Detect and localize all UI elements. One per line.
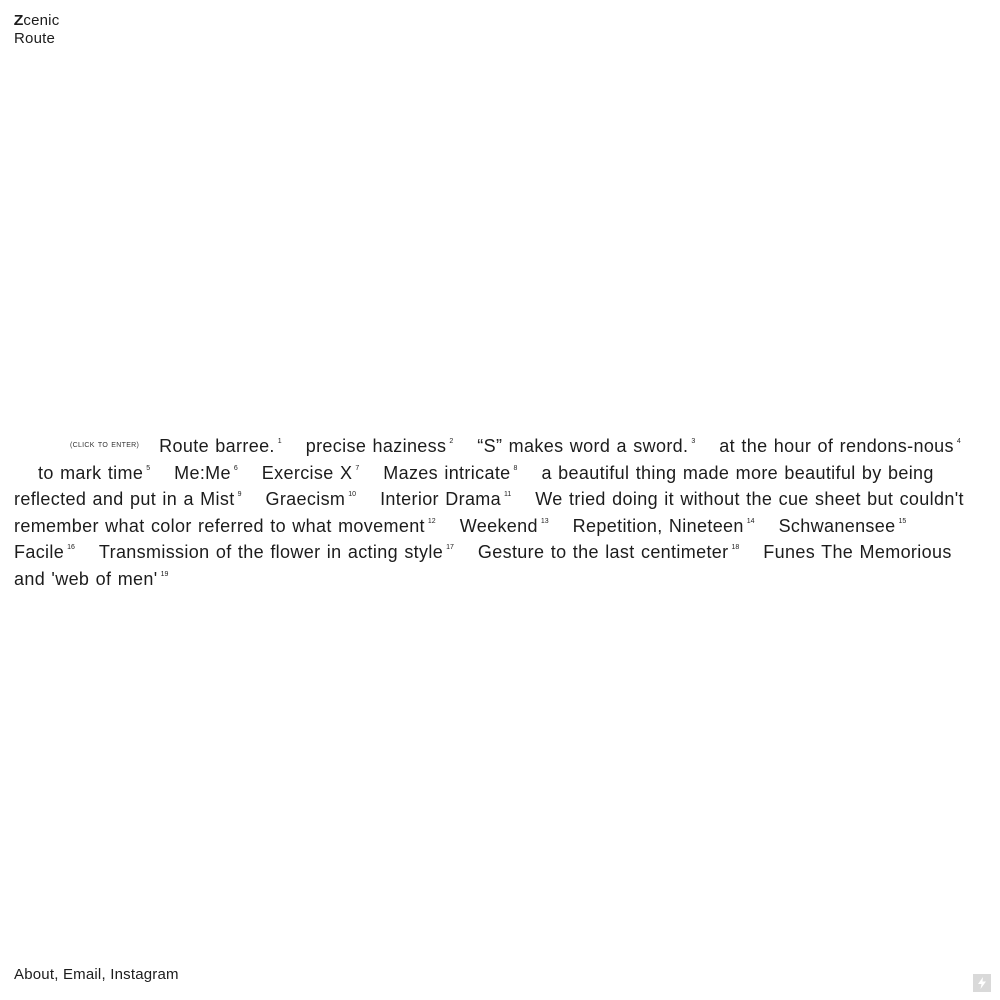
footer-separator: , [54,966,63,983]
project-link-17[interactable] [99,542,454,562]
project-link-5[interactable] [38,463,150,483]
project-number: 14 [746,517,755,525]
project-title: Facile [14,542,65,562]
project-number: 12 [427,517,436,525]
project-number: 10 [348,491,357,498]
project-title: Exercise X [261,462,353,483]
project-number: 2 [449,438,454,445]
project-link-1[interactable] [159,436,282,456]
project-link-6[interactable] [174,463,238,483]
project-number: 17 [446,544,454,551]
project-number: 11 [504,491,512,498]
project-link-16[interactable] [14,542,75,562]
project-link-13[interactable] [460,516,549,536]
project-title: to mark time [38,462,144,483]
project-number: 9 [237,491,242,498]
project-number: 6 [233,464,238,472]
project-number: 16 [67,544,75,551]
logo-text-scenic: cenic [23,12,60,29]
project-number: 13 [540,517,549,525]
project-number: 8 [513,464,518,472]
project-number: 1 [277,438,282,445]
footer-links [14,966,179,984]
project-link-2[interactable] [306,436,454,456]
project-link-7[interactable] [262,463,359,483]
project-number: 3 [691,438,696,445]
project-title: “S” makes word a sword. [477,436,689,456]
project-title: Graecism [265,489,346,509]
project-number: 19 [160,570,169,578]
project-title: Weekend [459,515,538,536]
project-title: Gesture to the last centimeter [477,542,729,562]
project-title: precise haziness [305,436,447,456]
project-title: Transmission of the flower in acting style [98,542,444,562]
project-title: We tried doing it without the cue sheet but couldn't remember what color referred to what movement [14,489,964,536]
project-link-15[interactable] [779,516,907,536]
project-number: 7 [355,464,360,472]
site-logo[interactable] [14,12,59,48]
project-title: Interior Drama [380,489,502,509]
project-link-18[interactable] [478,542,739,562]
project-link-3[interactable] [477,436,695,456]
lightning-bolt-icon [976,977,988,989]
project-link-4[interactable] [719,436,961,456]
project-title: Schwanensee [778,515,896,536]
project-number: 15 [898,517,907,525]
project-number: 5 [146,464,151,472]
logo-mark-z: Z [13,12,24,29]
project-link-10[interactable] [265,489,356,509]
logo-text-route: Route [14,30,56,47]
click-to-enter-label: (CLICK TO ENTER) [70,442,140,449]
instagram-link[interactable]: Instagram [110,966,179,983]
about-link[interactable]: About [14,966,55,983]
project-link-11[interactable] [380,489,511,509]
email-link[interactable]: Email [62,966,102,983]
project-title: Mazes intricate [383,462,511,483]
project-title: Funes The Memorious and 'web of men' [14,542,952,589]
project-title: a beautiful thing made more beautiful by being reflected and put in a Mist [14,462,934,509]
project-title: Me:Me [174,462,231,483]
project-title: Route barree. [159,436,275,456]
project-number: 4 [956,438,961,445]
project-number: 18 [731,544,740,551]
footer-separator: , [101,966,111,983]
project-link-14[interactable] [573,516,755,536]
lightning-badge-button[interactable] [973,974,991,992]
project-link-8[interactable] [383,463,517,483]
logo-line-1 [14,12,59,30]
project-title: Repetition, Nineteen [572,515,744,536]
project-title: at the hour of rendons-nous [719,436,954,456]
project-list [14,431,979,590]
